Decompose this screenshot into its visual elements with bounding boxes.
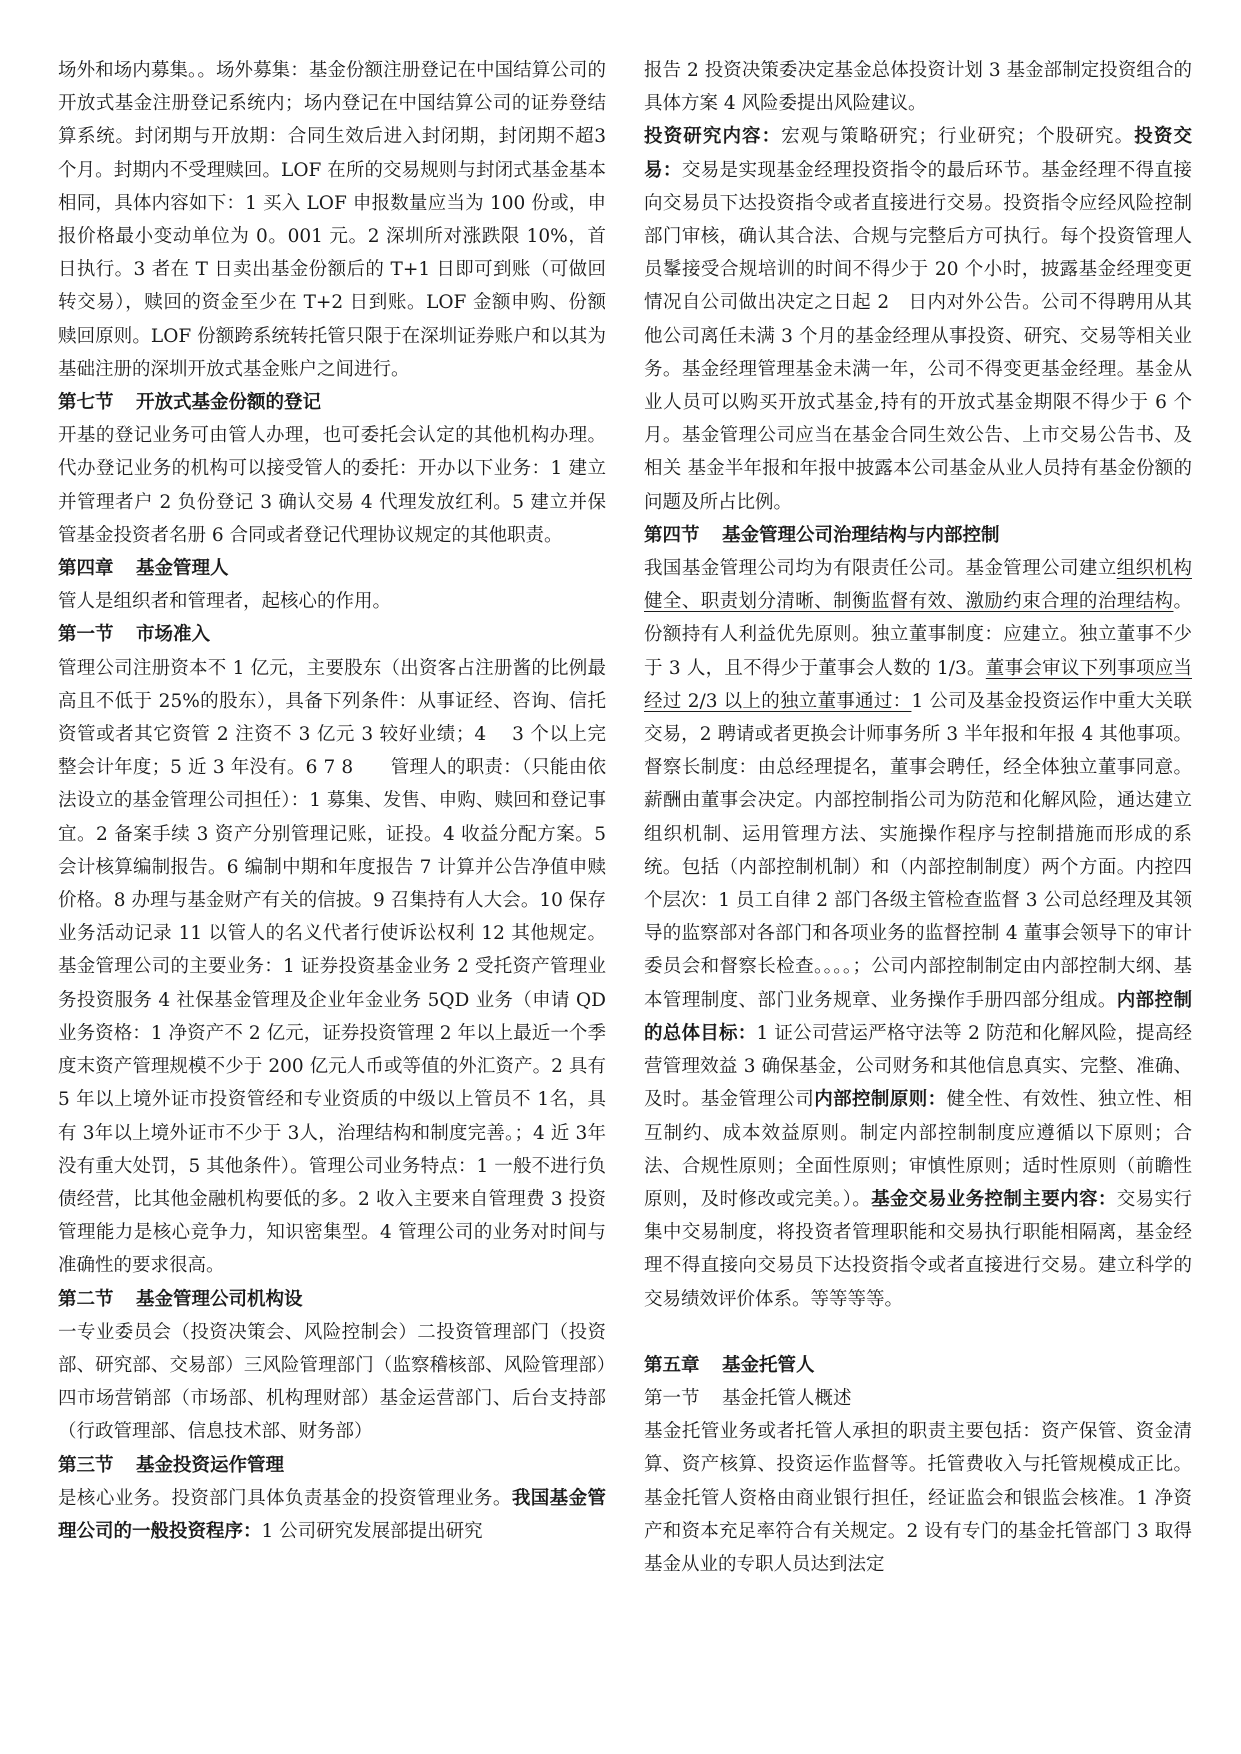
- bold-term: 内部控制的总体目标：: [644, 989, 1192, 1044]
- text-run: 是核心业务。投资部门具体负责基金的投资管理业务。: [58, 1487, 512, 1509]
- underlined-text: 董事会审议下列事项应当经过 2/3 以上的独立董事通过：: [644, 657, 1192, 712]
- paragraph-investment-research: [644, 120, 1192, 518]
- text-run: 1 公司研究发展部提出研究: [261, 1520, 483, 1542]
- section-number: 第一节: [644, 1387, 700, 1409]
- chapter-title: 基金管理人: [136, 558, 229, 580]
- chapter-title: 基金托管人: [722, 1354, 815, 1376]
- section-number: 第三节: [58, 1454, 114, 1476]
- section-title: 基金管理公司治理结构与内部控制: [722, 524, 1000, 546]
- section-number: 第二节: [58, 1288, 114, 1310]
- section-title: 开放式基金份额的登记: [136, 392, 322, 414]
- section-title: 基金托管人概述: [722, 1387, 852, 1409]
- paragraph-investment-operation: [58, 1482, 606, 1548]
- text-run: 。份额持有人利益优先原则。独立董事制度：应建立。独立董事不少于 3 人，且不得少于董事会人数的 1/3。: [644, 591, 1192, 679]
- bold-term: 我国基金管理公司的一般投资程序：: [58, 1487, 606, 1542]
- text-run: 健全性、有效性、独立性、相互制约、成本效益原则。制定内部控制制度应遵循以下原则；合法、合规性原则；全面性原则；审慎性原则；适时性原则（前瞻性原则，及时修改或完美。）。: [644, 1089, 1192, 1210]
- section-title: 基金投资运作管理: [136, 1454, 285, 1476]
- text-run: 交易实行集中交易制度，将投资者管理职能和交易执行职能相隔离，基金经理不得直接向交易员下达投资指令或者直接进行交易。建立科学的交易绩效评价体系。等等等等。: [644, 1188, 1192, 1310]
- bold-term: 内部控制原则：: [814, 1089, 947, 1111]
- chapter-heading-5: [644, 1349, 1192, 1382]
- section-heading-7: [58, 386, 606, 419]
- bold-term: 投资交易：: [644, 126, 1192, 181]
- paragraph-custodian-overview: 基金托管业务或者托管人承担的职责主要包括：资产保管、资金清算、资产核算、投资运作监督等。托管费收入与托管规模成正比。基金托管人资格由商业银行担任，经证监会和银监会核准。1 净资产和资本充足率符合有关规定。2 设有专门的基金托管部门 3 取得基金从业的专职人员达到法定: [644, 1421, 1192, 1575]
- paragraph-governance: [644, 552, 1192, 1316]
- paragraph-manager-role: 管人是组织者和管理者，起核心的作用。: [58, 591, 392, 613]
- section-heading-5-1: [644, 1382, 1192, 1415]
- right-column: [644, 54, 1192, 1581]
- section-title: 市场准入: [136, 624, 211, 646]
- text-run: 1 证公司营运严格守法等 2 防范和化解风险，提高经营管理效益 3 确保基金，公司财务和其他信息真实、完整、准确、及时。基金管理公司: [644, 1022, 1192, 1111]
- text-run: 交易是实现基金经理投资指令的最后环节。基金经理不得直接向交易员下达投资指令或者直接进行交易。投资指令应经风险控制部门审核，确认其合法、合规与完整后方可执行。每个投资管理人员髼接受合规培训的时间不得少于 20 个小时，披露基金经理变更情况自公司做出决定之日起 2 日内对外公告。公司不得聘用从其他公司离任未满 3 个月的基金经理从事投资、研究、交易等相关业务。基金经理管理基金未满一年，公司不得变更基金经理。基金从业人员可以购买开放式基金,持有的开放式基金期限不得少于 6 个月。基金管理公司应当在基金合同生效公告、上市交易公告书、及相关 基金半年报和年报中披露本公司基金从业人员持有基金份额的问题及所占比例。: [644, 159, 1192, 513]
- chapter-number: 第五章: [644, 1354, 700, 1376]
- chapter-number: 第四章: [58, 558, 114, 580]
- section-heading-3: [58, 1449, 606, 1482]
- chapter-heading-4: [58, 552, 606, 585]
- text-run: 宏观与策略研究；行业研究；个股研究。: [781, 126, 1135, 148]
- section-heading-4: [644, 519, 1192, 552]
- section-number: 第四节: [644, 524, 700, 546]
- left-column: [58, 54, 606, 1548]
- section-heading-2: [58, 1283, 606, 1316]
- paragraph-investment-procedure: 报告 2 投资决策委决定基金总体投资计划 3 基金部制定投资组合的具体方案 4 风险委提出风险建议。: [644, 60, 1192, 115]
- paragraph-organization: 一专业委员会（投资决策会、风险控制会）二投资管理部门（投资部、研究部、交易部）三风险管理部门（监察稽核部、风险管理部）四市场营销部（市场部、机构理财部）基金运营部门、后台支持部（行政管理部、信息技术部、财务部）: [58, 1321, 606, 1443]
- blank-line: [644, 1316, 1192, 1349]
- bold-term: 投资研究内容：: [644, 126, 782, 148]
- paragraph-lof-registration: 场外和场内募集。。场外募集：基金份额注册登记在中国结算公司的开放式基金注册登记系统内；场内登记在中国结算公司的证券登结算系统。封闭期与开放期：合同生效后进入封闭期，封闭期不超3 个月。封期内不受理赎回。LOF 在所的交易规则与封闭式基金基本相同，具体内容如下：1 买入 LOF 申报数量应当为 100 份或，申报价格最小变动单位为 0。001 元。2 深圳所对涨跌限 10%，首日执行。3 者在 T 日卖出基金份额后的 T+1 日即可到账（可做回转交易），赎回的资金至少在 T+2 日到账。LOF 金额申购、份额赎回原则。LOF 份额跨系统转托管只限于在深圳证券账户和以其为基础注册的深圳开放式基金账户之间进行。: [58, 60, 606, 380]
- bold-term: 基金交易业务控制主要内容：: [871, 1188, 1117, 1210]
- paragraph-registration-business: 开基的登记业务可由管人办理，也可委托会认定的其他机构办理。代办登记业务的机构可以接受管人的委托：开办以下业务：1 建立并管理者户 2 负份登记 3 确认交易 4 代理发放红利。5 建立并保管基金投资者名册 6 合同或者登记代理协议规定的其他职责。: [58, 425, 606, 546]
- paragraph-market-access: 管理公司注册资本不 1 亿元，主要股东（出资客占注册酱的比例最高且不低于 25%的股东），具备下列条件：从事证经、咨询、信托资管或者其它资管 2 注资不 3 亿元 3 较好业绩；4 3 个以上完整会计年度；5 近 3 年没有。6 7 8 管理人的职责：（只能由依法设立的基金管理公司担任）：1 募集、发售、申购、赎回和登记事宜。2 备案手续 3 资产分别管理记账，证投。4 收益分配方案。5 会计核算编制报告。6 编制中期和年度报告 7 计算并公告净值申赎价格。8 办理与基金财产有关的信披。9 召集持有人大会。10 保存业务活动记录 11 以管人的名义代者行使诉讼权利 12 其他规定。基金管理公司的主要业务：1 证券投资基金业务 2 受托资产管理业务投资服务 4 社保基金管理及企业年金业务 5QD 业务（申请 QD 业务资格：1 净资产不 2 亿元，证券投资管理 2 年以上最近一个季度末资产管理规模不少于 200 亿元人币或等值的外汇资产。2 具有 5 年以上境外证市投资管经和专业资质的中级以上管员不 1名，具有 3年以上境外证市不少于 3人，治理结构和制度完善。；4 近 3年没有重大处罚，5 其他条件）。管理公司业务特点：1 一般不进行负债经营，比其他金融机构要低的多。2 收入主要来自管理费 3 投资管理能力是核心竞争力，知识密集型。4 管理公司的业务对时间与准确性的要求很高。: [58, 657, 606, 1277]
- text-run: 1 公司及基金投资运作中重大关联交易，2 聘请或者更换会计师事务所 3 半年报和年报 4 其他事项。督察长制度：由总经理提名，董事会聘任，经全体独立董事同意。薪酬由董事会决定。内部控制指公司为防范和化解风险，通达建立组织机制、运用管理方法、实施操作程序与控制措施而形成的系统。包括（内部控制机制）和（内部控制制度）两个方面。内控四个层次：1 员工自律 2 部门各级主管检查监督 3 公司总经理及其领导的监察部对各部门和各项业务的监督控制 4 董事会领导下的审计委员会和督察长检查。。。。；公司内部控制制定由内部控制大纲、基本管理制度、部门业务规章、业务操作手册四部分组成。: [644, 690, 1192, 1011]
- text-run: 我国基金管理公司均为有限责任公司。基金管理公司建立: [644, 558, 1117, 580]
- section-heading-1: [58, 618, 606, 651]
- underlined-text: 组织机构健全、职责划分清晰、制衡监督有效、激励约束合理的治理结构: [644, 558, 1192, 613]
- section-title: 基金管理公司机构设: [136, 1288, 303, 1310]
- section-number: 第一节: [58, 624, 114, 646]
- section-number: 第七节: [58, 392, 114, 414]
